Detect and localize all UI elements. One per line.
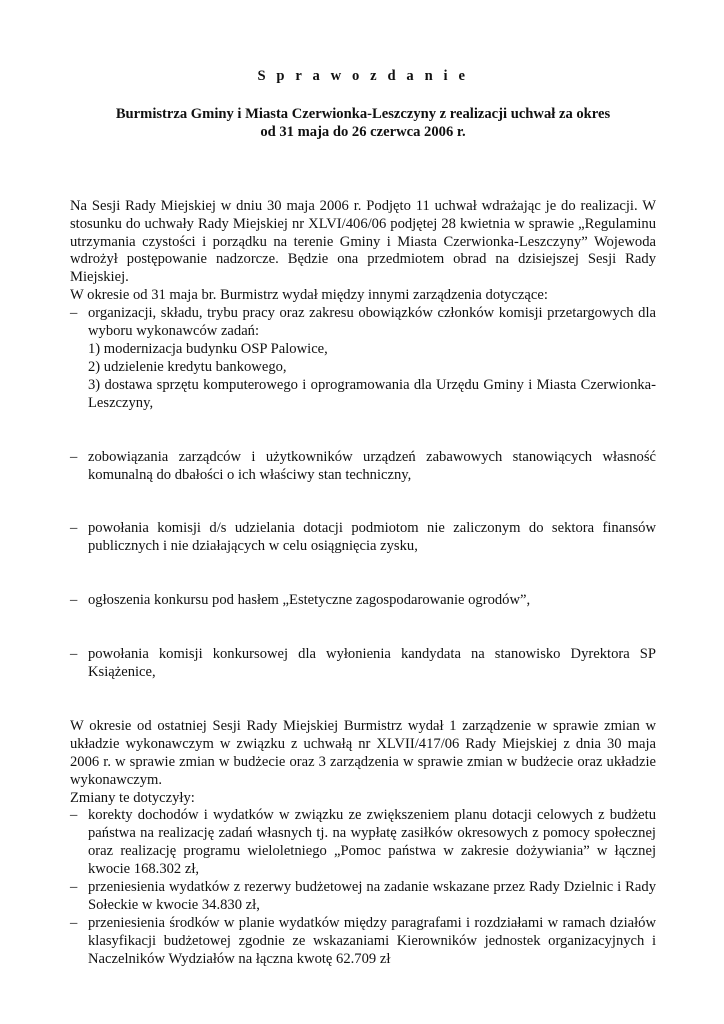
since-last-session-paragraph: W okresie od ostatniej Sesji Rady Miejskiej Burmistrz wydał 1 zarządzenie w sprawie zmian w układzie wykonawczym w związku z uchwałą nr XLVII/417/06 Rady Miejskiej z dnia 30 maja 2006 r. w sprawie zmian w budżecie oraz 3 zarządzenia w sprawie zmian w budżecie oraz układzie wykonawczym. <box>70 717 656 788</box>
orders-intro: W okresie od 31 maja br. Burmistrz wydał między innymi zarządzenia dotyczące: <box>70 287 548 304</box>
change-text: przeniesienia środków w planie wydatków między paragrafami i rozdziałami w ramach działów klasyfikacji budżetowej zgodnie ze wskazaniami Kierowników jednostek organizacyjnych i Naczelników Wydziałów na łączna kwotę 62.709 zł <box>88 914 656 967</box>
dash-marker: – <box>70 807 78 824</box>
document-subtitle <box>70 106 656 142</box>
list-item <box>70 449 656 485</box>
subtitle-line-1: Burmistrza Gminy i Miasta Czerwionka-Leszczyny z realizacji uchwał za okres <box>115 105 611 122</box>
list-item <box>70 520 656 556</box>
dash-marker: – <box>70 592 78 609</box>
list-item <box>70 646 656 682</box>
order-text: organizacji, składu, trybu pracy oraz zakresu obowiązków członków komisji przetargowych dla wyboru wykonawców zadań: <box>88 305 656 340</box>
order-text: powołania komisji d/s udzielania dotacji podmiotom nie zaliczonym do sektora finansów publicznych i nie działających w celu osiągnięcia zysku, <box>88 520 656 555</box>
list-item <box>70 879 656 915</box>
list-item <box>70 915 656 969</box>
document-title: S p r a w o z d a n i e <box>257 68 469 84</box>
dash-marker: – <box>70 305 78 322</box>
dash-marker: – <box>70 879 78 896</box>
order-text: powołania komisji konkursowej dla wyłonienia kandydata na stanowisko Dyrektora SP Książenice, <box>88 646 656 681</box>
section-gap <box>70 682 656 718</box>
dash-marker: – <box>70 914 78 931</box>
order-text: zobowiązania zarządców i użytkowników urządzeń zabawowych stanowiących własność komunalną do dbałości o ich właściwy stan techniczny, <box>88 448 656 483</box>
list-item <box>70 305 656 412</box>
orders-list <box>70 305 656 682</box>
changes-intro: Zmiany te dotyczyły: <box>70 789 195 806</box>
change-text: korekty dochodów i wydatków w związku ze zwiększeniem planu dotacji celowych z budżetu państwa na realizację zadań własnych tj. na wypłatę zasiłków okresowych z pomocy społecznej oraz realizację programu wieloletniego „Pomoc państwa w zakresie dożywiania” w łącznej kwocie 168.302 zł, <box>88 807 656 878</box>
dash-marker: – <box>70 448 78 465</box>
dash-marker: – <box>70 646 78 663</box>
list-item <box>70 592 656 610</box>
subtitle-line-2: od 31 maja do 26 czerwca 2006 r. <box>260 123 466 140</box>
order-subitem: 2) udzielenie kredytu bankowego, <box>88 358 287 375</box>
order-subitem: 3) dostawa sprzętu komputerowego i oprogramowania dla Urzędu Gminy i Miasta Czerwionka-Leszczyny, <box>88 376 656 411</box>
changes-list <box>70 807 656 968</box>
intro-paragraph: Na Sesji Rady Miejskiej w dniu 30 maja 2006 r. Podjęto 11 uchwał wdrażając je do realizacji. W stosunku do uchwały Rady Miejskiej nr XLVI/406/06 podjętej 28 kwietnia w sprawie „Regulaminu utrzymania czystości i porządku na terenie Gminy i Miasta Czerwionka-Leszczyny” Wojewoda wdrożył postępowanie nadzorcze. Będzie ona przedmiotem obrad na dzisiejszej Sesji Rady Miejskiej. <box>70 197 656 286</box>
list-item <box>70 807 656 879</box>
order-subitem: 1) modernizacja budynku OSP Palowice, <box>88 340 328 357</box>
dash-marker: – <box>70 520 78 537</box>
order-text: ogłoszenia konkursu pod hasłem „Estetyczne zagospodarowanie ogrodów”, <box>88 592 531 609</box>
change-text: przeniesienia wydatków z rezerwy budżetowej na zadanie wskazane przez Rady Dzielnic i Rady Sołeckie w kwocie 34.830 zł, <box>88 879 656 913</box>
